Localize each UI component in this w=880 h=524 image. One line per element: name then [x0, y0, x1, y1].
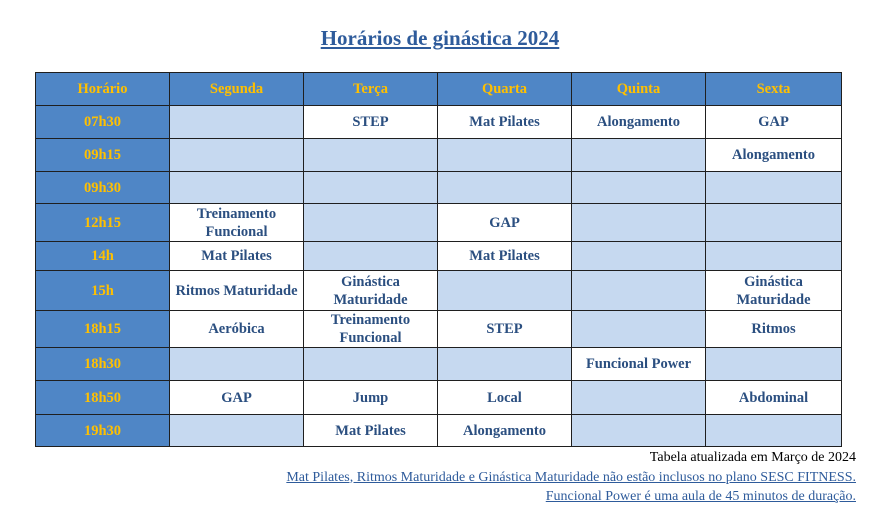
empty-cell — [438, 348, 572, 381]
time-cell: 15h — [36, 271, 170, 311]
empty-cell — [706, 172, 842, 204]
duration-note: Funcional Power é uma aula de 45 minutos de duração. — [545, 489, 856, 504]
empty-cell — [170, 139, 304, 172]
class-cell: Funcional Power — [572, 348, 706, 381]
time-cell: 18h15 — [36, 311, 170, 348]
table-row — [36, 106, 842, 139]
empty-cell — [304, 348, 438, 381]
table-row — [36, 381, 842, 415]
empty-cell — [572, 242, 706, 271]
class-cell: GAP — [170, 381, 304, 415]
class-cell: Alongamento — [706, 139, 842, 172]
column-header: Segunda — [170, 73, 304, 106]
class-cell: Aeróbica — [170, 311, 304, 348]
empty-cell — [706, 242, 842, 271]
plan-note: Mat Pilates, Ritmos Maturidade e Ginástica Maturidade não estão inclusos no plano SESC FITNESS. — [286, 469, 856, 485]
column-header: Quinta — [572, 73, 706, 106]
table-row — [36, 415, 842, 447]
table-body — [36, 106, 842, 447]
time-cell: 09h30 — [36, 172, 170, 204]
schedule-table — [35, 72, 842, 447]
class-cell: Alongamento — [438, 415, 572, 447]
empty-cell — [170, 415, 304, 447]
time-cell: 12h15 — [36, 204, 170, 242]
class-cell: Ritmos Maturidade — [170, 271, 304, 311]
empty-cell — [572, 172, 706, 204]
table-row — [36, 172, 842, 204]
class-cell: Local — [438, 381, 572, 415]
time-cell: 14h — [36, 242, 170, 271]
empty-cell — [572, 415, 706, 447]
class-cell: Alongamento — [572, 106, 706, 139]
table-row — [36, 311, 842, 348]
empty-cell — [438, 139, 572, 172]
class-cell: Ginástica Maturidade — [304, 271, 438, 311]
table-row — [36, 242, 842, 271]
table-row — [36, 204, 842, 242]
class-cell: GAP — [706, 106, 842, 139]
class-cell: Abdominal — [706, 381, 842, 415]
updated-note: Tabela atualizada em Março de 2024 — [649, 450, 856, 465]
footnotes — [286, 448, 856, 507]
empty-cell — [572, 311, 706, 348]
table-row — [36, 271, 842, 311]
empty-cell — [572, 381, 706, 415]
empty-cell — [170, 106, 304, 139]
empty-cell — [706, 348, 842, 381]
empty-cell — [706, 204, 842, 242]
class-cell: GAP — [438, 204, 572, 242]
time-cell: 19h30 — [36, 415, 170, 447]
empty-cell — [304, 204, 438, 242]
table-row — [36, 139, 842, 172]
empty-cell — [304, 242, 438, 271]
class-cell: Mat Pilates — [438, 242, 572, 271]
class-cell: Mat Pilates — [304, 415, 438, 447]
class-cell: Ginástica Maturidade — [706, 271, 842, 311]
page-title: Horários de ginástica 2024 — [320, 26, 560, 50]
class-cell: Jump — [304, 381, 438, 415]
class-cell: Mat Pilates — [170, 242, 304, 271]
empty-cell — [304, 139, 438, 172]
class-cell: STEP — [438, 311, 572, 348]
empty-cell — [438, 172, 572, 204]
empty-cell — [170, 172, 304, 204]
empty-cell — [572, 271, 706, 311]
time-cell: 18h50 — [36, 381, 170, 415]
column-header: Quarta — [438, 73, 572, 106]
empty-cell — [170, 348, 304, 381]
table-row — [36, 348, 842, 381]
time-cell: 18h30 — [36, 348, 170, 381]
column-header: Sexta — [706, 73, 842, 106]
empty-cell — [572, 204, 706, 242]
empty-cell — [706, 415, 842, 447]
class-cell: Ritmos — [706, 311, 842, 348]
table-header-row — [36, 73, 842, 106]
time-cell: 07h30 — [36, 106, 170, 139]
class-cell: Mat Pilates — [438, 106, 572, 139]
empty-cell — [438, 271, 572, 311]
empty-cell — [572, 139, 706, 172]
column-header: Horário — [36, 73, 170, 106]
class-cell: Treinamento Funcional — [304, 311, 438, 348]
column-header: Terça — [304, 73, 438, 106]
time-cell: 09h15 — [36, 139, 170, 172]
class-cell: Treinamento Funcional — [170, 204, 304, 242]
class-cell: STEP — [304, 106, 438, 139]
empty-cell — [304, 172, 438, 204]
